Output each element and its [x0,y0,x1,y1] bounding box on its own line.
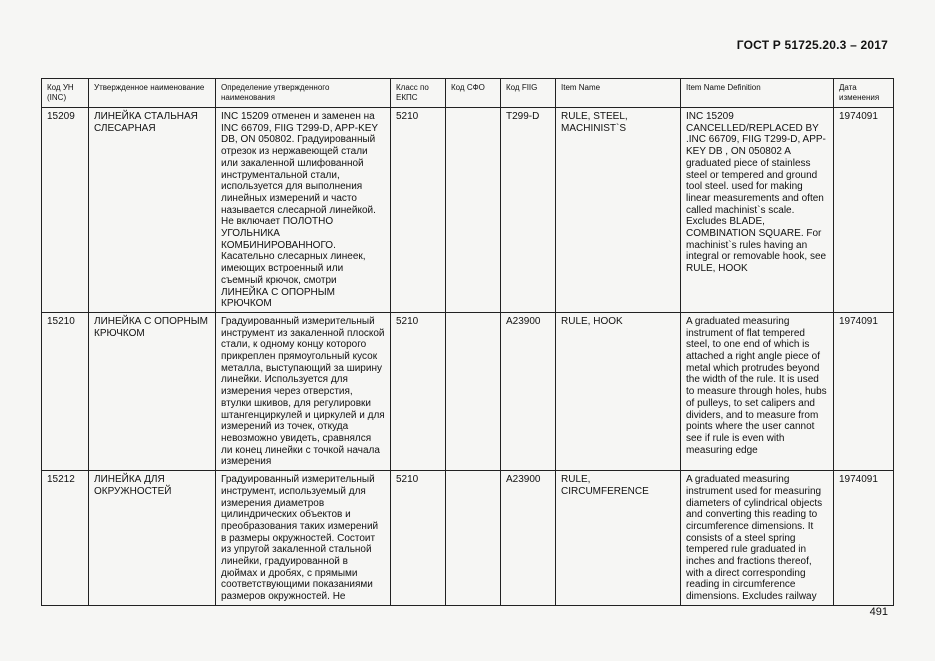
cell-item-definition: A graduated measuring instrument of flat tempered steel, to one end of which is attached a right angle piece of metal which protrudes beyond the width of the rule. It is used to measure through holes, hubs of pulleys, to set calipers and dividers, and to measure from points where the user cannot see if rule is even with measuring edge [681,312,834,470]
document-standard-title: ГОСТ Р 51725.20.3 – 2017 [736,38,888,52]
cell-item-definition: A graduated measuring instrument used for measuring diameters of cylindrical objects and converting this reading to circumference dimensions. It consists of a steel spring tempered rule graduated in inches and fractions thereof, with a direct corresponding reading in circumference dimensions. Excludes railway [681,471,834,606]
table-row [42,312,894,470]
col-header-approved-name: Утвержденное наименование [89,79,216,108]
cell-date: 1974091 [834,108,894,313]
page-number: 491 [869,606,888,618]
col-header-inc: Код УН (INC) [42,79,89,108]
cell-inc: 15209 [42,108,89,313]
col-header-definition: Определение утвержденного наименования [216,79,391,108]
cell-sfo [446,471,501,606]
col-header-item-name: Item Name [556,79,681,108]
cell-date: 1974091 [834,312,894,470]
table-header-row [42,79,894,108]
cell-inc: 15212 [42,471,89,606]
cell-sfo [446,108,501,313]
cell-item-name: RULE, CIRCUMFERENCE [556,471,681,606]
col-header-sfo: Код СФО [446,79,501,108]
table-row [42,471,894,606]
cell-approved-name: ЛИНЕЙКА ДЛЯ ОКРУЖНОСТЕЙ [89,471,216,606]
cell-class: 5210 [391,471,446,606]
cell-item-name: RULE, HOOK [556,312,681,470]
cell-approved-name: ЛИНЕЙКА С ОПОРНЫМ КРЮЧКОМ [89,312,216,470]
cell-fiig: A23900 [501,471,556,606]
cell-definition: INC 15209 отменен и заменен на INC 66709, FIIG T299-D, APP-KEY DB, ON 050802. Градуированный отрезок из нержавеющей стали или закаленной шлифованной инструментальной стали, используется для выполнения линейных измерений и часто называется слесарной линейкой. Не включает ПОЛОТНО УГОЛЬНИКА КОМБИНИРОВАННОГО. Касательно слесарных линеек, имеющих встроенный или съемный крючок, смотри ЛИНЕЙКА С ОПОРНЫМ КРЮЧКОМ [216,108,391,313]
cell-approved-name: ЛИНЕЙКА СТАЛЬНАЯ СЛЕСАРНАЯ [89,108,216,313]
cell-item-name: RULE, STEEL, MACHINIST`S [556,108,681,313]
classification-table [41,78,894,606]
cell-inc: 15210 [42,312,89,470]
cell-fiig: T299-D [501,108,556,313]
table-row [42,108,894,313]
col-header-date: Дата изменения [834,79,894,108]
col-header-class: Класс по ЕКПС [391,79,446,108]
cell-sfo [446,312,501,470]
col-header-fiig: Код FIIG [501,79,556,108]
cell-definition: Градуированный измерительный инструмент, используемый для измерения диаметров цилиндрических объектов и преобразования таких измерений в размеры окружностей. Состоит из упругой закаленной стальной линейки, градуированной в дюймах и дробях, с прямыми соответствующими показаниями размеров окружностей. Не [216,471,391,606]
col-header-item-definition: Item Name Definition [681,79,834,108]
cell-class: 5210 [391,108,446,313]
cell-item-definition: INC 15209 CANCELLED/REPLACED BY .INC 66709, FIIG T299-D, APP-KEY DB , ON 050802 A graduated piece of stainless steel or tempered and ground tool steel. used for making linear measurements and often called machinist`s scale. Excludes BLADE, COMBINATION SQUARE. For machinist`s rules having an integral or removable hook, see RULE, HOOK [681,108,834,313]
cell-fiig: A23900 [501,312,556,470]
cell-date: 1974091 [834,471,894,606]
cell-class: 5210 [391,312,446,470]
cell-definition: Градуированный измерительный инструмент из закаленной плоской стали, к одному концу которого прикреплен прямоугольный кусок металла, выступающий за ширину линейки. Используется для измерения через отверстия, втулки шкивов, для регулировки штангенциркулей и циркулей и для измерений из точек, откуда невозможно увидеть, сравнялся ли конец линейки с точкой начала измерения [216,312,391,470]
